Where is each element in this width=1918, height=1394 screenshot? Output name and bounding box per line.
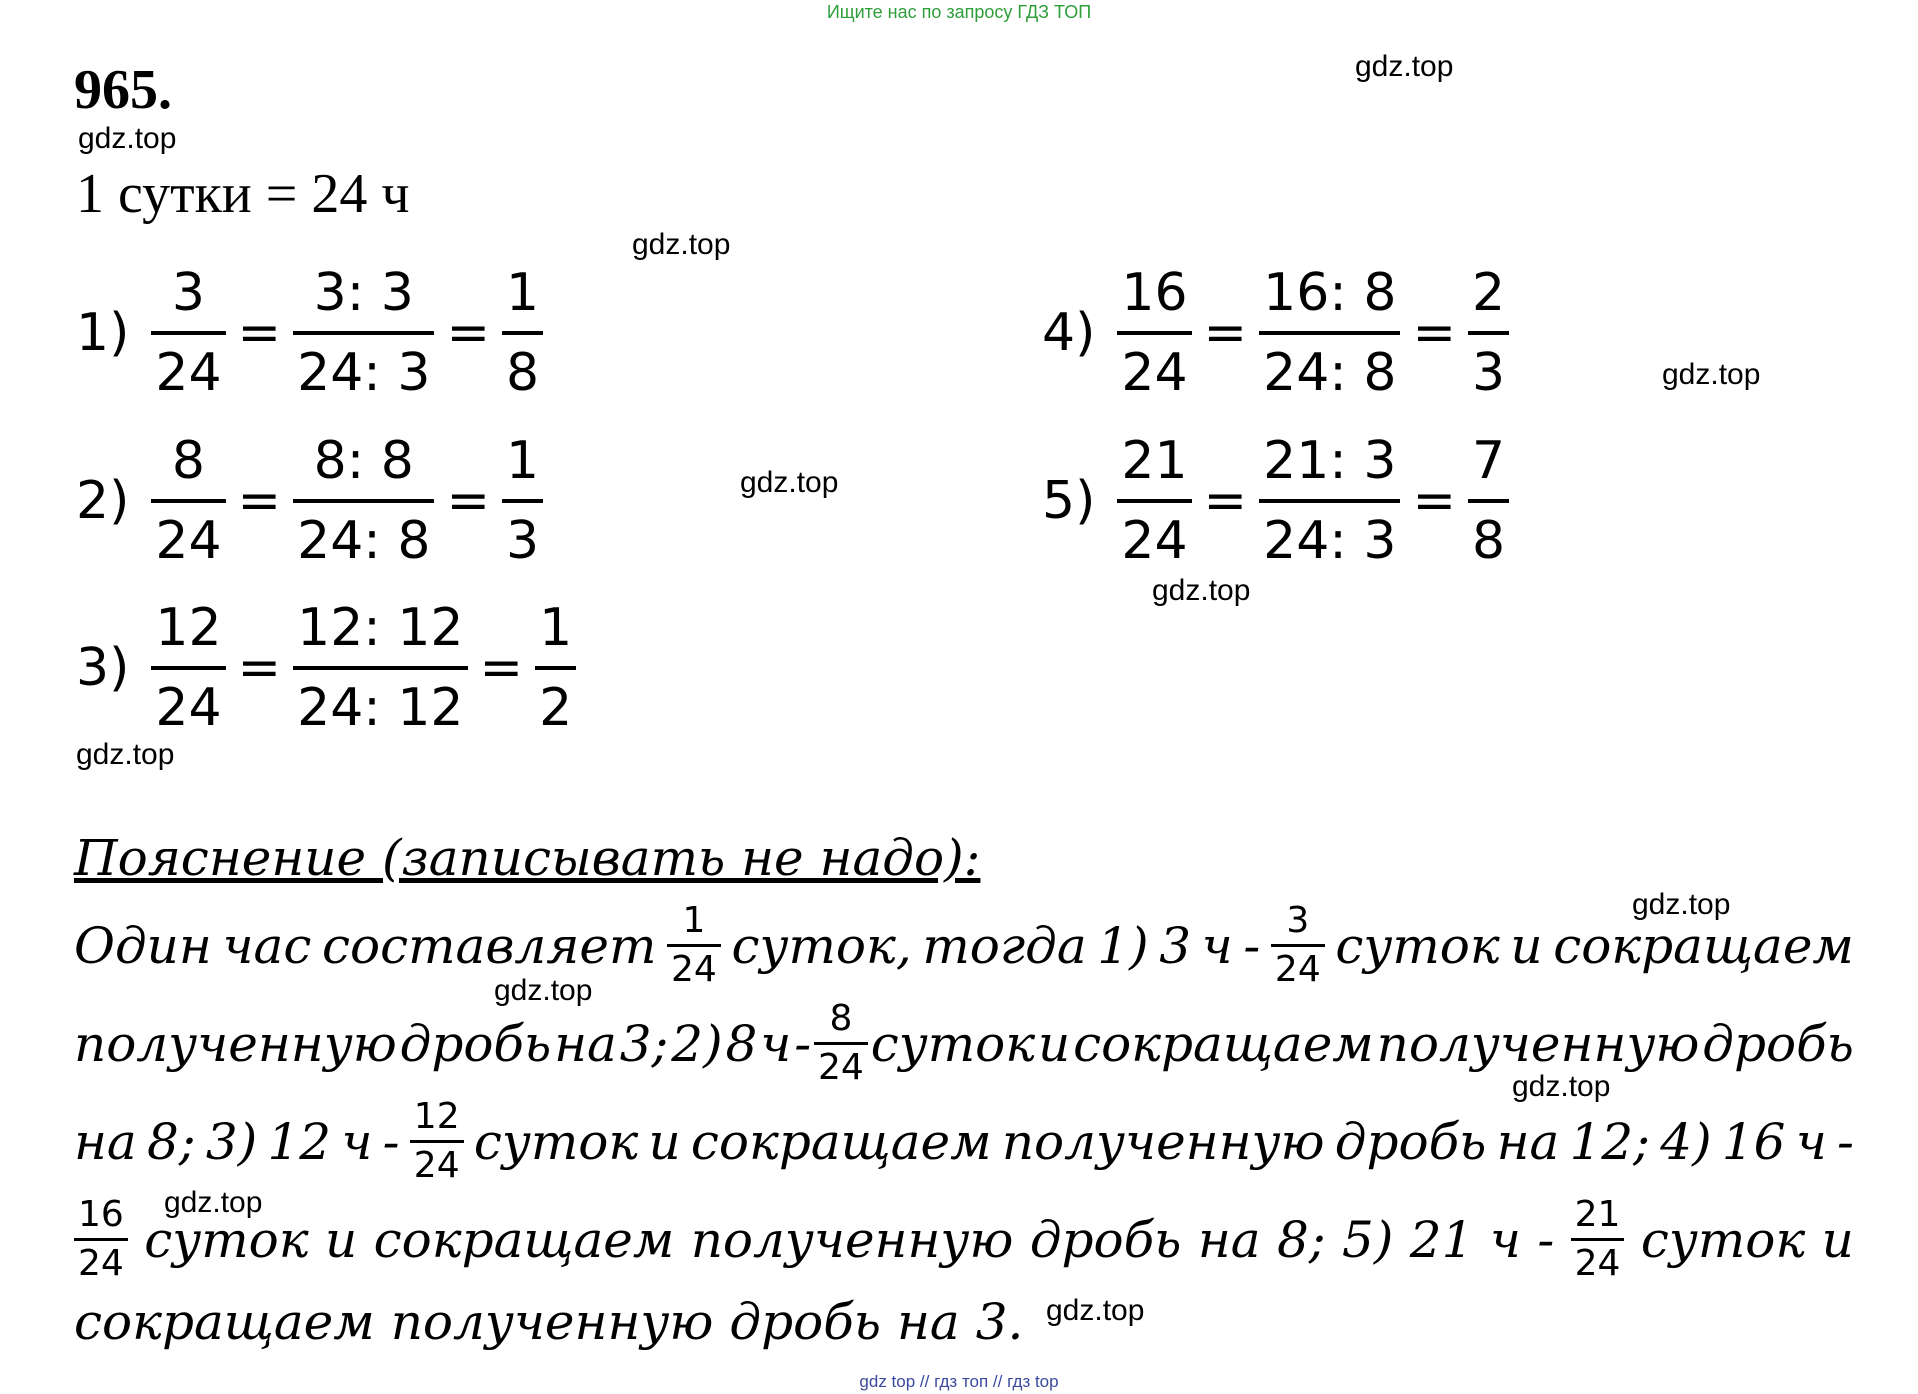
denominator: 24	[413, 1145, 460, 1186]
numerator: 8: 8	[313, 431, 414, 491]
word: сокращаем	[74, 1293, 375, 1351]
watermark: gdz.top	[1632, 888, 1731, 921]
equation-label: 3)	[76, 638, 130, 698]
denominator: 3	[506, 511, 540, 571]
numerator: 1	[539, 598, 573, 658]
equals-sign: =	[479, 638, 524, 698]
equation-2	[76, 423, 543, 579]
numerator: 3	[171, 263, 205, 323]
denominator: 24	[155, 511, 222, 571]
numerator: 16	[1121, 263, 1188, 323]
word: 2)	[671, 1014, 723, 1073]
equals-sign: =	[1412, 303, 1457, 363]
fraction	[814, 996, 868, 1091]
equation-label: 5)	[1042, 471, 1096, 531]
denominator: 24	[671, 949, 717, 990]
word: -	[794, 1014, 812, 1073]
fraction	[1117, 423, 1191, 579]
fraction	[1259, 255, 1400, 411]
top-banner[interactable]: Ищите нас по запросу ГДЗ ТОП	[826, 2, 1092, 22]
fraction	[502, 423, 543, 579]
denominator: 24	[1574, 1243, 1621, 1284]
word: Один	[74, 916, 212, 975]
word: 8;	[146, 1112, 196, 1171]
denominator: 24: 3	[1263, 511, 1397, 571]
word: 5)	[1342, 1210, 1394, 1269]
denominator: 24	[1121, 343, 1188, 403]
denominator: 24: 8	[1263, 343, 1397, 403]
word: полученную	[690, 1210, 1014, 1269]
word: суток	[870, 1014, 1036, 1073]
numerator: 2	[1472, 263, 1506, 323]
denominator: 8	[1472, 511, 1506, 571]
word: 8	[725, 1014, 758, 1073]
word: -	[1243, 916, 1261, 975]
watermark: gdz.top	[1512, 1070, 1611, 1103]
word: 3)	[205, 1112, 258, 1171]
fraction	[293, 255, 434, 411]
word: суток	[473, 1112, 639, 1171]
word: ч	[341, 1112, 373, 1171]
word: -	[1837, 1112, 1854, 1171]
word: дробь	[399, 1014, 552, 1073]
explanation-line-5	[74, 1292, 1854, 1352]
word: сокращаем	[1553, 916, 1854, 975]
explanation-line-4	[74, 1192, 1854, 1287]
equals-sign: =	[237, 303, 282, 363]
word: составляет	[322, 916, 657, 975]
numerator: 8	[171, 431, 205, 491]
numerator: 16: 8	[1263, 263, 1397, 323]
denominator: 24	[78, 1243, 124, 1284]
fraction	[151, 255, 225, 411]
fraction	[1271, 898, 1325, 993]
numerator: 1	[682, 900, 706, 941]
word: час	[222, 916, 312, 975]
word: дробь	[1029, 1210, 1182, 1269]
watermark: gdz.top	[1152, 574, 1251, 607]
explanation-line-3	[74, 1094, 1854, 1189]
watermark: gdz.top	[740, 466, 839, 499]
equation-label: 4)	[1042, 303, 1096, 363]
watermark: gdz.top	[78, 122, 177, 155]
numerator: 1	[506, 431, 540, 491]
word: суток	[1640, 1210, 1806, 1269]
word: полученную	[1376, 1014, 1700, 1073]
word: суток	[144, 1210, 309, 1269]
explanation-line-1	[74, 898, 1854, 993]
word: на	[1197, 1210, 1261, 1269]
explanation-line-2	[74, 996, 1854, 1091]
word: сокращаем	[1073, 1014, 1374, 1073]
word: и	[325, 1210, 358, 1269]
equals-sign: =	[237, 638, 282, 698]
word: 3	[1159, 916, 1192, 975]
denominator: 3	[1472, 343, 1506, 403]
equals-sign: =	[237, 471, 282, 531]
word: 8;	[1276, 1210, 1326, 1269]
word: дробь	[1334, 1112, 1487, 1171]
denominator: 24	[155, 678, 222, 738]
explanation-title: Пояснение (записывать не надо):	[74, 829, 981, 887]
word: 16	[1721, 1112, 1786, 1171]
fraction	[151, 423, 225, 579]
equals-sign: =	[446, 303, 491, 363]
word: -	[1537, 1210, 1555, 1269]
fraction	[1259, 423, 1400, 579]
numerator: 1	[506, 263, 540, 323]
word: 1)	[1097, 916, 1149, 975]
word: 12	[267, 1112, 332, 1171]
numerator: 8	[829, 998, 853, 1039]
footer-links[interactable]: gdz top // гдз топ // гдз top	[859, 1372, 1059, 1391]
equation-4	[1042, 255, 1509, 411]
numerator: 21	[1121, 431, 1188, 491]
word: полученную	[1001, 1112, 1325, 1171]
equals-sign: =	[1203, 303, 1248, 363]
word: на	[896, 1293, 960, 1351]
word: на	[74, 1112, 137, 1171]
equals-sign: =	[1412, 471, 1457, 531]
word: ч	[1795, 1112, 1827, 1171]
fraction	[502, 255, 543, 411]
word: 12;	[1569, 1112, 1651, 1171]
word: ч	[760, 1014, 792, 1073]
word: сокращаем	[690, 1112, 992, 1171]
numerator: 12	[413, 1096, 460, 1137]
word: 4)	[1660, 1112, 1712, 1171]
word: -	[382, 1112, 400, 1171]
word: 3.	[975, 1293, 1024, 1351]
watermark: gdz.top	[164, 1186, 263, 1219]
denominator: 2	[539, 678, 573, 738]
fraction	[667, 898, 721, 993]
word: и	[1037, 1014, 1071, 1073]
word: 3;	[619, 1014, 669, 1073]
denominator: 24	[1121, 511, 1188, 571]
word: полученную	[390, 1293, 714, 1351]
word: ч	[1489, 1210, 1521, 1269]
word: сокращаем	[373, 1210, 675, 1269]
denominator: 24: 3	[297, 343, 431, 403]
numerator: 7	[1472, 431, 1506, 491]
watermark: gdz.top	[632, 228, 731, 261]
word: ч	[1201, 916, 1233, 975]
numerator: 3: 3	[313, 263, 414, 323]
word: суток	[1335, 916, 1500, 975]
denominator: 24: 12	[297, 678, 464, 738]
fraction	[151, 590, 225, 746]
word: на	[554, 1014, 617, 1073]
word: и	[648, 1112, 681, 1171]
equation-label: 2)	[76, 471, 130, 531]
fraction	[410, 1094, 464, 1189]
numerator: 12	[155, 598, 222, 658]
denominator: 24	[155, 343, 222, 403]
numerator: 21: 3	[1263, 431, 1397, 491]
equals-sign: =	[1203, 471, 1248, 531]
word: на	[1496, 1112, 1560, 1171]
word: суток,	[731, 916, 912, 975]
equation-label: 1)	[76, 303, 130, 363]
denominator: 24: 8	[297, 511, 431, 571]
task-number: 965.	[74, 59, 172, 121]
watermark: gdz.top	[1662, 358, 1761, 391]
numerator: 21	[1574, 1194, 1621, 1235]
numerator: 3	[1286, 900, 1310, 941]
fraction	[293, 423, 434, 579]
watermark: gdz.top	[76, 738, 175, 771]
watermark: gdz.top	[1355, 50, 1454, 83]
equals-sign: =	[446, 471, 491, 531]
word: дробь	[729, 1293, 881, 1351]
numerator: 12: 12	[297, 598, 464, 658]
denominator: 24	[1274, 949, 1321, 990]
fraction	[1468, 255, 1509, 411]
denominator: 8	[506, 343, 540, 403]
given-statement: 1 сутки = 24 ч	[76, 163, 410, 225]
watermark: gdz.top	[1046, 1294, 1145, 1327]
equation-5	[1042, 423, 1509, 579]
word: и	[1510, 916, 1543, 975]
fraction	[1117, 255, 1191, 411]
word: 21	[1409, 1210, 1474, 1269]
fraction	[74, 1192, 128, 1287]
watermark: gdz.top	[494, 974, 593, 1007]
word: тогда	[922, 916, 1087, 975]
equation-1	[76, 255, 543, 411]
word: полученную	[74, 1014, 397, 1073]
word: дробь	[1702, 1014, 1854, 1073]
numerator: 16	[78, 1194, 124, 1235]
fraction	[293, 590, 467, 746]
fraction	[1571, 1192, 1625, 1287]
fraction	[1468, 423, 1509, 579]
equation-3	[76, 590, 576, 746]
denominator: 24	[817, 1047, 864, 1088]
fraction	[535, 590, 576, 746]
word: и	[1821, 1210, 1854, 1269]
